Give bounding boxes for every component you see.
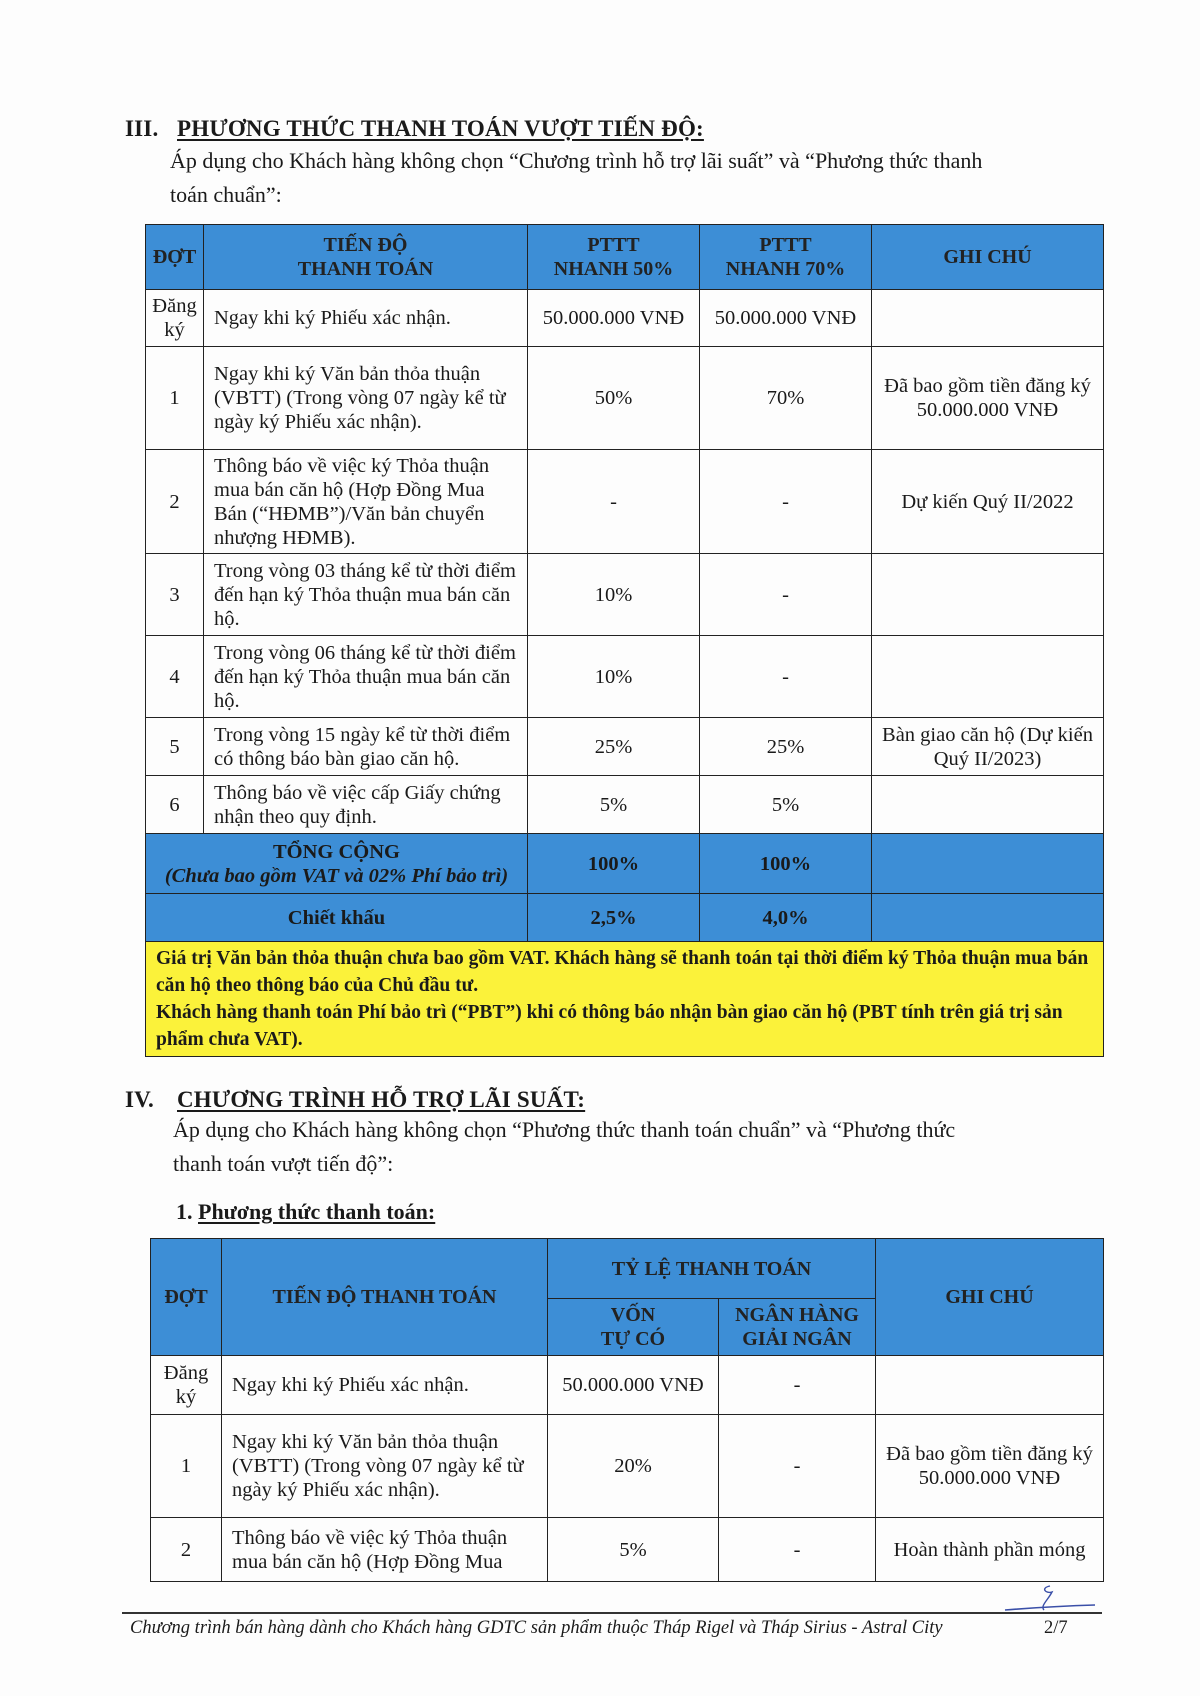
section-4-intro [173, 1113, 955, 1181]
cell-dot: 2 [151, 1518, 222, 1582]
cell-own: 20% [548, 1415, 719, 1518]
table-row [151, 1356, 1104, 1415]
cell-progress: Trong vòng 03 tháng kể từ thời điểm đến hạn ký Thỏa thuận mua bán căn hộ. [204, 554, 528, 636]
header-progress [204, 225, 528, 290]
cell-progress: Ngay khi ký Phiếu xác nhận. [204, 290, 528, 347]
table-header-row [151, 1239, 1104, 1299]
cell-progress: Ngay khi ký Phiếu xác nhận. [222, 1356, 548, 1415]
cell-note: Đã bao gồm tiền đăng ký 50.000.000 VNĐ [876, 1415, 1104, 1518]
total-sublabel: (Chưa bao gồm VAT và 02% Phí bảo trì) [164, 864, 509, 887]
discount-note [872, 894, 1104, 942]
cell-note [876, 1356, 1104, 1415]
header-p50-line2: NHANH 50% [553, 258, 674, 280]
cell-dot: Đăng ký [151, 1356, 222, 1415]
cell-note: Hoàn thành phần móng [876, 1518, 1104, 1582]
table-row [146, 347, 1104, 450]
table-interest-support [150, 1238, 1104, 1582]
section-3-number: III. [125, 116, 159, 141]
header-p50 [528, 225, 700, 290]
cell-p70: 5% [700, 776, 872, 834]
total-note [872, 834, 1104, 894]
cell-progress: Thông báo về việc cấp Giấy chứng nhận theo quy định. [204, 776, 528, 834]
cell-dot: 2 [146, 450, 204, 554]
discount-label: Chiết khấu [146, 894, 528, 942]
yellow-note [146, 942, 1104, 1057]
header-own-capital [548, 1299, 719, 1356]
table-header-row [146, 225, 1104, 290]
header-ratio: TỶ LỆ THANH TOÁN [548, 1239, 876, 1299]
subsection-1-title: Phương thức thanh toán: [198, 1199, 436, 1224]
cell-dot: 5 [146, 718, 204, 776]
header-own-line1: VỐN [610, 1304, 656, 1326]
cell-dot: 4 [146, 636, 204, 718]
cell-note [872, 290, 1104, 347]
cell-p50: 10% [528, 636, 700, 718]
cell-p70: 50.000.000 VNĐ [700, 290, 872, 347]
table-row [146, 718, 1104, 776]
signature-mark [1000, 1580, 1100, 1616]
total-label: TỔNG CỘNG [273, 840, 400, 863]
header-note: GHI CHÚ [876, 1239, 1104, 1356]
header-p70 [700, 225, 872, 290]
table-accelerated-payment [145, 224, 1104, 1057]
cell-p70: - [700, 450, 872, 554]
header-bank-line2: GIẢI NGÂN [742, 1328, 852, 1350]
section-3-heading [125, 116, 704, 142]
cell-bank: - [719, 1518, 876, 1582]
cell-progress: Thông báo về việc ký Thỏa thuận mua bán căn hộ (Hợp Đồng Mua Bán (“HĐMB”)/Văn bản chuyển nhượng HĐMB). [204, 450, 528, 554]
cell-p50: 50.000.000 VNĐ [528, 290, 700, 347]
header-progress-line1: TIẾN ĐỘ [323, 234, 408, 256]
cell-bank: - [719, 1415, 876, 1518]
section-4-intro-line2: thanh toán vượt tiến độ”: [173, 1151, 394, 1176]
subsection-1-number: 1. [176, 1199, 193, 1224]
footer-text: Chương trình bán hàng dành cho Khách hàng GDTC sản phẩm thuộc Tháp Rigel và Tháp Sirius - Astral City [130, 1618, 943, 1638]
cell-progress: Trong vòng 06 tháng kể từ thời điểm đến hạn ký Thỏa thuận mua bán căn hộ. [204, 636, 528, 718]
cell-progress: Thông báo về việc ký Thỏa thuận mua bán căn hộ (Hợp Đồng Mua [222, 1518, 548, 1582]
header-progress: TIẾN ĐỘ THANH TOÁN [222, 1239, 548, 1356]
section-4-title: CHƯƠNG TRÌNH HỖ TRỢ LÃI SUẤT: [177, 1087, 586, 1112]
cell-p70: 25% [700, 718, 872, 776]
cell-bank: - [719, 1356, 876, 1415]
section-4-intro-line1: Áp dụng cho Khách hàng không chọn “Phương thức thanh toán chuẩn” và “Phương thức [173, 1117, 956, 1142]
table-row [146, 450, 1104, 554]
cell-dot: 1 [151, 1415, 222, 1518]
total-p50: 100% [528, 834, 700, 894]
cell-p50: 50% [528, 347, 700, 450]
cell-note: Bàn giao căn hộ (Dự kiến Quý II/2023) [872, 718, 1104, 776]
cell-p70: 70% [700, 347, 872, 450]
table-discount-row [146, 894, 1104, 942]
table-yellow-note-row [146, 942, 1104, 1057]
cell-progress: Ngay khi ký Văn bản thỏa thuận (VBTT) (Trong vòng 07 ngày kể từ ngày ký Phiếu xác nhận). [204, 347, 528, 450]
subsection-1-heading [176, 1199, 435, 1225]
header-p50-line1: PTTT [587, 234, 640, 256]
cell-dot: 6 [146, 776, 204, 834]
header-dot: ĐỢT [151, 1239, 222, 1356]
cell-note: Đã bao gồm tiền đăng ký 50.000.000 VNĐ [872, 347, 1104, 450]
header-bank [719, 1299, 876, 1356]
section-3-title: PHƯƠNG THỨC THANH TOÁN VƯỢT TIẾN ĐỘ: [177, 116, 704, 141]
section-4-heading [125, 1087, 585, 1113]
cell-note [872, 554, 1104, 636]
cell-p70: - [700, 554, 872, 636]
section-3-intro-line1: Áp dụng cho Khách hàng không chọn “Chương trình hỗ trợ lãi suất” và “Phương thức thanh [170, 148, 983, 173]
cell-p50: 10% [528, 554, 700, 636]
header-p70-line2: NHANH 70% [725, 258, 846, 280]
cell-p50: 25% [528, 718, 700, 776]
cell-own: 5% [548, 1518, 719, 1582]
cell-dot: 1 [146, 347, 204, 450]
discount-p50: 2,5% [528, 894, 700, 942]
yellow-note-line1: Giá trị Văn bản thỏa thuận chưa bao gồm VAT. Khách hàng sẽ thanh toán tại thời điểm ký Thỏa thuận mua bán căn hộ theo thông báo của Chủ đầu tư. [156, 948, 1089, 996]
cell-progress: Trong vòng 15 ngày kể từ thời điểm có thông báo bàn giao căn hộ. [204, 718, 528, 776]
total-label-cell [146, 834, 528, 894]
table-row [146, 776, 1104, 834]
footer-divider [122, 1612, 1102, 1614]
header-progress-line2: THANH TOÁN [297, 258, 434, 280]
header-bank-line1: NGÂN HÀNG [735, 1304, 859, 1326]
table-row [146, 636, 1104, 718]
table-row [146, 554, 1104, 636]
cell-p50: 5% [528, 776, 700, 834]
cell-note [872, 776, 1104, 834]
cell-dot: Đăng ký [146, 290, 204, 347]
yellow-note-line2: Khách hàng thanh toán Phí bảo trì (“PBT”) khi có thông báo nhận bàn giao căn hộ (PBT tính trên giá trị sản phẩm chưa VAT). [156, 1002, 1063, 1050]
header-dot: ĐỢT [146, 225, 204, 290]
header-own-line2: TỰ CÓ [600, 1328, 666, 1350]
table-total-row [146, 834, 1104, 894]
cell-own: 50.000.000 VNĐ [548, 1356, 719, 1415]
footer-page-number: 2/7 [1044, 1618, 1068, 1638]
total-p70: 100% [700, 834, 872, 894]
cell-p70: - [700, 636, 872, 718]
cell-p50: - [528, 450, 700, 554]
cell-progress: Ngay khi ký Văn bản thỏa thuận (VBTT) (Trong vòng 07 ngày kể từ ngày ký Phiếu xác nhận). [222, 1415, 548, 1518]
cell-note [872, 636, 1104, 718]
cell-note: Dự kiến Quý II/2022 [872, 450, 1104, 554]
header-note: GHI CHÚ [872, 225, 1104, 290]
table-row [146, 290, 1104, 347]
section-3-intro [170, 144, 982, 212]
discount-p70: 4,0% [700, 894, 872, 942]
header-p70-line1: PTTT [759, 234, 812, 256]
section-3-intro-line2: toán chuẩn”: [170, 182, 282, 207]
cell-dot: 3 [146, 554, 204, 636]
section-4-number: IV. [125, 1087, 154, 1112]
table-row [151, 1518, 1104, 1582]
table-row [151, 1415, 1104, 1518]
